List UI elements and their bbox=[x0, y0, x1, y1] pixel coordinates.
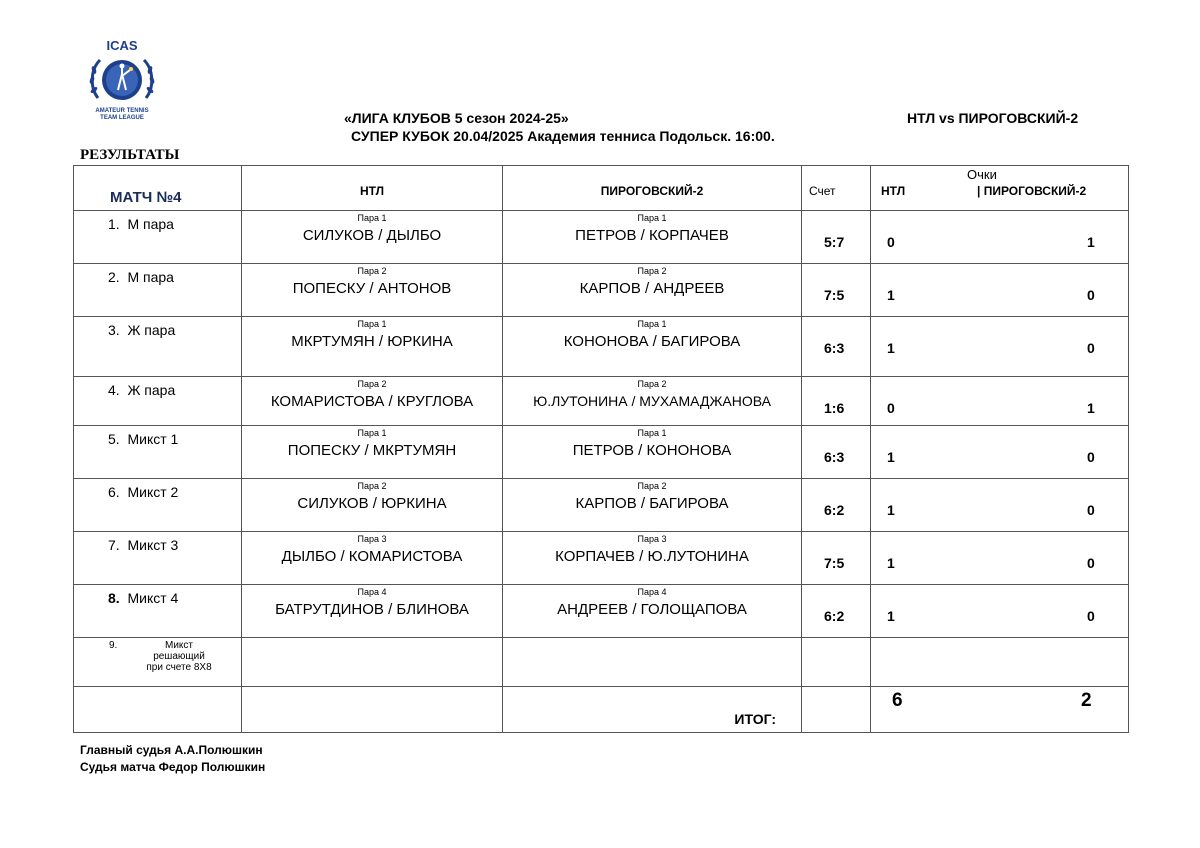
points-team2: 0 bbox=[1087, 287, 1095, 303]
table-header-row bbox=[74, 166, 1129, 211]
team2-header: ПИРОГОВСКИЙ-2 bbox=[600, 184, 704, 198]
pair-names: КОРПАЧЕВ / Ю.ЛУТОНИНА bbox=[555, 548, 749, 565]
match-title: МАТЧ №4 bbox=[110, 189, 182, 206]
match-number: 6. bbox=[108, 484, 120, 500]
points-team2: 0 bbox=[1087, 502, 1095, 518]
team1-header: НТЛ bbox=[359, 184, 385, 198]
pair-label: Пара 2 bbox=[637, 379, 667, 389]
total-label: ИТОГ: bbox=[734, 711, 776, 727]
pair-label: Пара 1 bbox=[357, 428, 387, 438]
match-score: 6:3 bbox=[824, 340, 845, 356]
laurel-emblem-icon bbox=[82, 50, 162, 110]
pair-label: Пара 1 bbox=[637, 319, 667, 329]
points-team1: 1 bbox=[887, 287, 895, 303]
total-row bbox=[74, 687, 1129, 733]
match-number: 4. bbox=[108, 382, 120, 398]
table-row bbox=[74, 479, 1129, 532]
logo-subtitle-line1: AMATEUR TENNIS bbox=[95, 108, 149, 114]
pair-names: ПЕТРОВ / КОНОНОВА bbox=[572, 442, 732, 459]
match-type bbox=[108, 216, 174, 232]
match-type-label: М пара bbox=[127, 269, 174, 285]
pair-names: КОНОНОВА / БАГИРОВА bbox=[563, 333, 741, 350]
match-type-label: Микст 2 bbox=[127, 484, 179, 500]
match-number: 1. bbox=[108, 216, 120, 232]
points-team1: 1 bbox=[887, 608, 895, 624]
pair-label: Пара 2 bbox=[637, 266, 667, 276]
pair-label: Пара 2 bbox=[357, 481, 387, 491]
points-team1: 1 bbox=[887, 340, 895, 356]
points-team1: 1 bbox=[887, 502, 895, 518]
points-team2: 1 bbox=[1087, 400, 1095, 416]
pair-label: Пара 2 bbox=[357, 379, 387, 389]
pair-label: Пара 2 bbox=[637, 481, 667, 491]
match-number: 2. bbox=[108, 269, 120, 285]
icas-logo bbox=[82, 38, 162, 130]
points-header: Очки bbox=[967, 167, 997, 182]
logo-subtitle bbox=[82, 108, 162, 122]
league-title: «ЛИГА КЛУБОВ 5 сезон 2024-25» bbox=[344, 110, 569, 126]
points-team2: 0 bbox=[1087, 449, 1095, 465]
match-score: 5:7 bbox=[824, 234, 845, 250]
match-type bbox=[108, 590, 178, 606]
results-table bbox=[73, 165, 1129, 733]
pair-label: Пара 1 bbox=[637, 213, 667, 223]
pair-names: СИЛУКОВ / ЮРКИНА bbox=[297, 495, 447, 512]
decider-line: Микст bbox=[165, 640, 193, 651]
header-team1-cell bbox=[242, 166, 503, 211]
table-row bbox=[74, 264, 1129, 317]
header-team2-cell bbox=[503, 166, 802, 211]
match-type-label: М пара bbox=[127, 216, 174, 232]
decider-row bbox=[74, 638, 1129, 687]
pair-names: МКРТУМЯН / ЮРКИНА bbox=[291, 333, 453, 350]
header-score-cell bbox=[802, 166, 871, 211]
points-team1-header: НТЛ bbox=[881, 184, 906, 198]
pair-names: ПЕТРОВ / КОРПАЧЕВ bbox=[575, 227, 729, 244]
decider-number: 9. bbox=[109, 640, 118, 651]
points-team1: 0 bbox=[887, 400, 895, 416]
pair-label: Пара 4 bbox=[637, 587, 667, 597]
pair-names: КАРПОВ / АНДРЕЕВ bbox=[579, 280, 725, 297]
match-number: 3. bbox=[108, 322, 120, 338]
match-type bbox=[108, 431, 178, 447]
table-row bbox=[74, 585, 1129, 638]
points-team1: 1 bbox=[887, 555, 895, 571]
teams-versus: НТЛ vs ПИРОГОВСКИЙ-2 bbox=[907, 110, 1079, 126]
pair-names: ПОПЕСКУ / МКРТУМЯН bbox=[287, 442, 457, 459]
match-type bbox=[108, 322, 175, 338]
pair-names: КАРПОВ / БАГИРОВА bbox=[575, 495, 729, 512]
points-team1: 0 bbox=[887, 234, 895, 250]
match-judge: Судья матча Федор Полюшкин bbox=[80, 760, 266, 774]
pair-names: АНДРЕЕВ / ГОЛОЩАПОВА bbox=[557, 601, 747, 618]
pair-names: СИЛУКОВ / ДЫЛБО bbox=[302, 227, 442, 244]
table-row bbox=[74, 426, 1129, 479]
match-type bbox=[108, 484, 178, 500]
pair-names: Ю.ЛУТОНИНА / МУХАМАДЖАНОВА bbox=[533, 393, 771, 409]
match-score: 6:3 bbox=[824, 449, 845, 465]
match-number: 5. bbox=[108, 431, 120, 447]
match-score: 7:5 bbox=[824, 555, 845, 571]
decider-description bbox=[134, 640, 224, 673]
match-number: 7. bbox=[108, 537, 120, 553]
pair-names: КОМАРИСТОВА / КРУГЛОВА bbox=[270, 393, 474, 410]
results-heading: РЕЗУЛЬТАТЫ bbox=[80, 147, 180, 163]
chief-judge: Главный судья А.А.Полюшкин bbox=[80, 743, 263, 757]
match-type-label: Микст 1 bbox=[127, 431, 179, 447]
logo-subtitle-line2: TEAM LEAGUE bbox=[100, 115, 144, 121]
points-team2: 0 bbox=[1087, 340, 1095, 356]
pair-names: ДЫЛБО / КОМАРИСТОВА bbox=[281, 548, 463, 565]
table-row bbox=[74, 532, 1129, 585]
points-team1: 1 bbox=[887, 449, 895, 465]
table-row bbox=[74, 317, 1129, 377]
match-score: 7:5 bbox=[824, 287, 845, 303]
match-type-label: Ж пара bbox=[127, 382, 176, 398]
points-team2: 0 bbox=[1087, 608, 1095, 624]
match-type-label: Микст 4 bbox=[127, 590, 179, 606]
pair-names: ПОПЕСКУ / АНТОНОВ bbox=[292, 280, 452, 297]
decider-line: при счете 8Х8 bbox=[146, 662, 212, 673]
pair-label: Пара 3 bbox=[357, 534, 387, 544]
pair-label: Пара 2 bbox=[357, 266, 387, 276]
points-team2-header: | ПИРОГОВСКИЙ-2 bbox=[977, 184, 1087, 198]
pair-label: Пара 1 bbox=[357, 319, 387, 329]
pair-label: Пара 4 bbox=[357, 587, 387, 597]
match-number: 8. bbox=[108, 590, 120, 606]
total-team1: 6 bbox=[892, 690, 903, 711]
table-row bbox=[74, 377, 1129, 426]
logo-title: ICAS bbox=[106, 38, 138, 53]
score-header: Счет bbox=[809, 184, 836, 198]
pair-names: БАТРУТДИНОВ / БЛИНОВА bbox=[275, 601, 469, 618]
pair-label: Пара 1 bbox=[357, 213, 387, 223]
match-type-label: Ж пара bbox=[127, 322, 176, 338]
match-score: 6:2 bbox=[824, 502, 845, 518]
match-type bbox=[108, 537, 178, 553]
match-score: 1:6 bbox=[824, 400, 845, 416]
points-team2: 1 bbox=[1087, 234, 1095, 250]
decider-line: решающий bbox=[153, 651, 205, 662]
table-row bbox=[74, 211, 1129, 264]
header-match-cell bbox=[74, 166, 242, 211]
match-type bbox=[108, 269, 174, 285]
cup-info: СУПЕР КУБОК 20.04/2025 Академия тенниса Подольск. 16:00. bbox=[351, 128, 775, 144]
match-type-label: Микст 3 bbox=[127, 537, 179, 553]
points-team2: 0 bbox=[1087, 555, 1095, 571]
total-team2: 2 bbox=[1081, 690, 1092, 711]
match-score: 6:2 bbox=[824, 608, 845, 624]
match-type bbox=[108, 382, 175, 398]
pair-label: Пара 1 bbox=[637, 428, 667, 438]
header-points-cell bbox=[871, 166, 1129, 211]
pair-label: Пара 3 bbox=[637, 534, 667, 544]
